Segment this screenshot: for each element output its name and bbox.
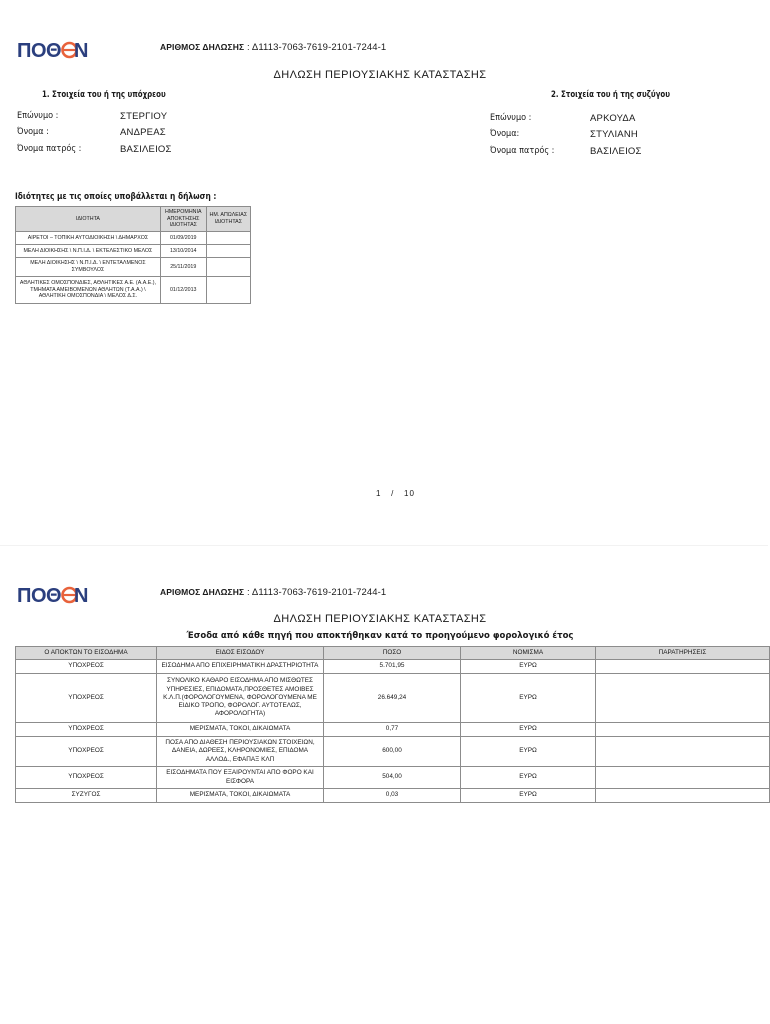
income-type-cell: ΠΟΣΑ ΑΠΟ ΔΙΑΘΕΣΗ ΠΕΡΙΟΥΣΙΑΚΩΝ ΣΤΟΙΧΕΙΩΝ, ΔΑΝΕΙΑ, ΔΩΡΕΕΣ, ΚΛΗΡΟΝΟΜΙΕΣ, ΕΠΙΔΟΜΑ ΑΛΛΟΔ., ΕΦΑΠΑΞ ΚΛΠ — [157, 737, 324, 767]
declaration-number-value: Δ1113-7063-7619-2101-7244-1 — [251, 587, 387, 598]
amount-cell: 0,77 — [324, 723, 461, 737]
table-row — [16, 723, 770, 737]
column-header-currency: ΝΟΜΙΣΜΑ — [461, 647, 596, 660]
page-current: 1 — [376, 489, 382, 498]
lost-date-cell — [206, 277, 250, 304]
declaration-number-separator: : — [244, 587, 252, 598]
spouse-name-value: ΣΤΥΛΙΑΝΗ — [590, 129, 638, 140]
earner-cell: ΥΠΟΧΡΕΟΣ — [16, 674, 157, 723]
spouse-heading: 2. Στοιχεία του ή της συζύγου — [551, 90, 670, 100]
obligor-father-label: Όνομα πατρός : — [17, 144, 82, 154]
table-row — [16, 660, 770, 674]
capacities-label: Ιδιότητες με τις οποίες υποβάλλεται η δήλωση : — [15, 192, 217, 202]
acquired-date-cell: 01/09/2019 — [160, 232, 206, 245]
pothen-logo — [17, 583, 89, 607]
column-header-acquired: ΗΜΕΡΟΜΗΝΙΑ ΑΠΟΚΤΗΣΗΣ ΙΔΙΟΤΗΤΑΣ — [160, 207, 206, 232]
column-header-earner: Ο ΑΠΟΚΤΩΝ ΤΟ ΕΙΣΟΔΗΜΑ — [16, 647, 157, 660]
capacities-header-row — [16, 207, 251, 232]
spouse-surname-label: Επώνυμο : — [490, 113, 532, 123]
earner-cell: ΥΠΟΧΡΕΟΣ — [16, 767, 157, 789]
acquired-date-cell: 13/10/2014 — [160, 245, 206, 258]
obligor-name-value: ΑΝΔΡΕΑΣ — [120, 127, 166, 138]
income-type-cell: ΣΥΝΟΛΙΚΟ ΚΑΘΑΡΟ ΕΙΣΟΔΗΜΑ ΑΠΟ ΜΙΣΘΩΤΕΣ ΥΠΗΡΕΣΙΕΣ, ΕΠΙΔΟΜΑΤΑ,ΠΡΟΣΘΕΤΕΣ ΑΜΟΙΒΕΣ Κ.Λ.Π.(ΦΟΡΟΛΟΓΟΥΜΕΝΑ, ΦΟΡΟΛΟΓΟΥΜΕΝΑ ΜΕ ΕΙΔΙΚΟ ΤΡΟΠΟ, ΦΟΡΟΛΟΓ. ΑΥΤΟΤΕΛΩΣ, ΑΦΟΡΟΛΟΓΗΤΑ) — [157, 674, 324, 723]
declaration-number-separator: : — [244, 42, 252, 53]
declaration-number-value: Δ1113-7063-7619-2101-7244-1 — [251, 42, 387, 53]
svg-text:ΠΟΘ: ΠΟΘ — [17, 40, 62, 62]
acquired-date-cell: 25/11/2019 — [160, 258, 206, 277]
income-subtitle: Έσοδα από κάθε πηγή που αποκτήθηκαν κατά το προηγούμενο φορολογικό έτος — [186, 631, 574, 641]
declaration-number — [160, 587, 386, 598]
obligor-father-value: ΒΑΣΙΛΕΙΟΣ — [120, 144, 172, 155]
obligor-surname-value: ΣΤΕΡΓΙΟΥ — [120, 111, 168, 122]
capacity-cell: ΜΕΛΗ ΔΙΟΙΚΗΣΗΣ \ Ν.Π.Ι.Δ. \ ΕΝΤΕΤΑΛΜΕΝΟΣ ΣΥΜΒΟΥΛΟΣ — [16, 258, 161, 277]
column-header-capacity: ΙΔΙΟΤΗΤΑ — [16, 207, 161, 232]
amount-cell: 5.701,95 — [324, 660, 461, 674]
income-header-row — [16, 647, 770, 660]
lost-date-cell — [206, 245, 250, 258]
capacities-table — [15, 206, 251, 304]
svg-text:ΠΟΘ: ΠΟΘ — [17, 585, 62, 607]
column-header-lost: ΗΜ. ΑΠΩΛΕΙΑΣ ΙΔΙΟΤΗΤΑΣ — [206, 207, 250, 232]
pothen-logo — [17, 38, 89, 62]
lost-date-cell — [206, 232, 250, 245]
capacity-cell: ΑΙΡΕΤΟΙ – ΤΟΠΙΚΗ ΑΥΤΟΔΙΟΙΚΗΣΗ \ ΔΗΜΑΡΧΟΣ — [16, 232, 161, 245]
table-row — [16, 232, 251, 245]
income-type-cell: ΕΙΣΟΔΗΜΑΤΑ ΠΟΥ ΕΞΑΙΡΟΥΝΤΑΙ ΑΠΟ ΦΟΡΟ ΚΑΙ ΕΙΣΦΟΡΑ — [157, 767, 324, 789]
amount-cell: 504,00 — [324, 767, 461, 789]
spouse-name-label: Όνομα: — [490, 129, 520, 139]
earner-cell: ΥΠΟΧΡΕΟΣ — [16, 737, 157, 767]
earner-cell: ΣΥΖΥΓΟΣ — [16, 789, 157, 803]
currency-cell: ΕΥΡΩ — [461, 737, 596, 767]
earner-cell: ΥΠΟΧΡΕΟΣ — [16, 723, 157, 737]
obligor-surname-label: Επώνυμο : — [17, 111, 59, 121]
column-header-notes: ΠΑΡΑΤΗΡΗΣΕΙΣ — [596, 647, 770, 660]
obligor-heading: 1. Στοιχεία του ή της υπόχρεου — [42, 90, 166, 100]
table-row — [16, 674, 770, 723]
notes-cell — [596, 723, 770, 737]
currency-cell: ΕΥΡΩ — [461, 767, 596, 789]
declaration-number-label: ΑΡΙΘΜΟΣ ΔΗΛΩΣΗΣ — [160, 42, 245, 52]
table-row — [16, 245, 251, 258]
declaration-number-label: ΑΡΙΘΜΟΣ ΔΗΛΩΣΗΣ — [160, 587, 245, 597]
income-type-cell: ΜΕΡΙΣΜΑΤΑ, ΤΟΚΟΙ, ΔΙΚΑΙΩΜΑΤΑ — [157, 723, 324, 737]
income-type-cell: ΕΙΣΟΔΗΜΑ ΑΠΟ ΕΠΙΧΕΙΡΗΜΑΤΙΚΗ ΔΡΑΣΤΗΡΙΟΤΗΤΑ — [157, 660, 324, 674]
spouse-surname-value: ΑΡΚΟΥΔΑ — [590, 113, 636, 124]
income-type-cell: ΜΕΡΙΣΜΑΤΑ, ΤΟΚΟΙ, ΔΙΚΑΙΩΜΑΤΑ — [157, 789, 324, 803]
table-row — [16, 767, 770, 789]
table-row — [16, 258, 251, 277]
table-row — [16, 789, 770, 803]
obligor-name-label: Όνομα : — [17, 127, 49, 137]
notes-cell — [596, 674, 770, 723]
currency-cell: ΕΥΡΩ — [461, 674, 596, 723]
currency-cell: ΕΥΡΩ — [461, 660, 596, 674]
spouse-father-label: Όνομα πατρός : — [490, 146, 555, 156]
capacity-cell: ΑΘΛΗΤΙΚΕΣ ΟΜΟΣΠΟΝΔΙΕΣ, ΑΘΛΗΤΙΚΕΣ Α.Ε. (Α.Α.Ε.), ΤΜΗΜΑΤΑ ΑΜΕΙΒΟΜΕΝΩΝ ΑΘΛΗΤΩΝ (Τ.Α.Α.) \ ΑΘΛΗΤΙΚΗ ΟΜΟΣΠΟΝΔΙΑ \ ΜΕΛΟΣ Δ.Σ. — [16, 277, 161, 304]
income-table — [15, 646, 770, 803]
svg-text:N: N — [74, 585, 89, 607]
column-header-amount: ΠΟΣΟ — [324, 647, 461, 660]
page-2 — [0, 545, 768, 1024]
table-row — [16, 737, 770, 767]
currency-cell: ΕΥΡΩ — [461, 789, 596, 803]
page-separator: / — [391, 489, 395, 498]
document-title: ΔΗΛΩΣΗ ΠΕΡΙΟΥΣΙΑΚΗΣ ΚΑΤΑΣΤΑΣΗΣ — [273, 69, 487, 81]
amount-cell: 26.649,24 — [324, 674, 461, 723]
spouse-father-value: ΒΑΣΙΛΕΙΟΣ — [590, 146, 642, 157]
declaration-number — [160, 42, 386, 53]
column-header-income-type: ΕΙΔΟΣ ΕΙΣΟΔΟΥ — [157, 647, 324, 660]
svg-text:N: N — [74, 40, 89, 62]
page-total: 10 — [404, 489, 415, 498]
acquired-date-cell: 01/12/2013 — [160, 277, 206, 304]
lost-date-cell — [206, 258, 250, 277]
notes-cell — [596, 660, 770, 674]
notes-cell — [596, 737, 770, 767]
amount-cell: 600,00 — [324, 737, 461, 767]
earner-cell: ΥΠΟΧΡΕΟΣ — [16, 660, 157, 674]
notes-cell — [596, 789, 770, 803]
table-row — [16, 277, 251, 304]
amount-cell: 0,03 — [324, 789, 461, 803]
currency-cell: ΕΥΡΩ — [461, 723, 596, 737]
notes-cell — [596, 767, 770, 789]
document-title: ΔΗΛΩΣΗ ΠΕΡΙΟΥΣΙΑΚΗΣ ΚΑΤΑΣΤΑΣΗΣ — [273, 613, 487, 625]
capacity-cell: ΜΕΛΗ ΔΙΟΙΚΗΣΗΣ \ Ν.Π.Ι.Δ. \ ΕΚΤΕΛΕΣΤΙΚΟ ΜΕΛΟΣ — [16, 245, 161, 258]
page-indicator — [376, 489, 415, 498]
